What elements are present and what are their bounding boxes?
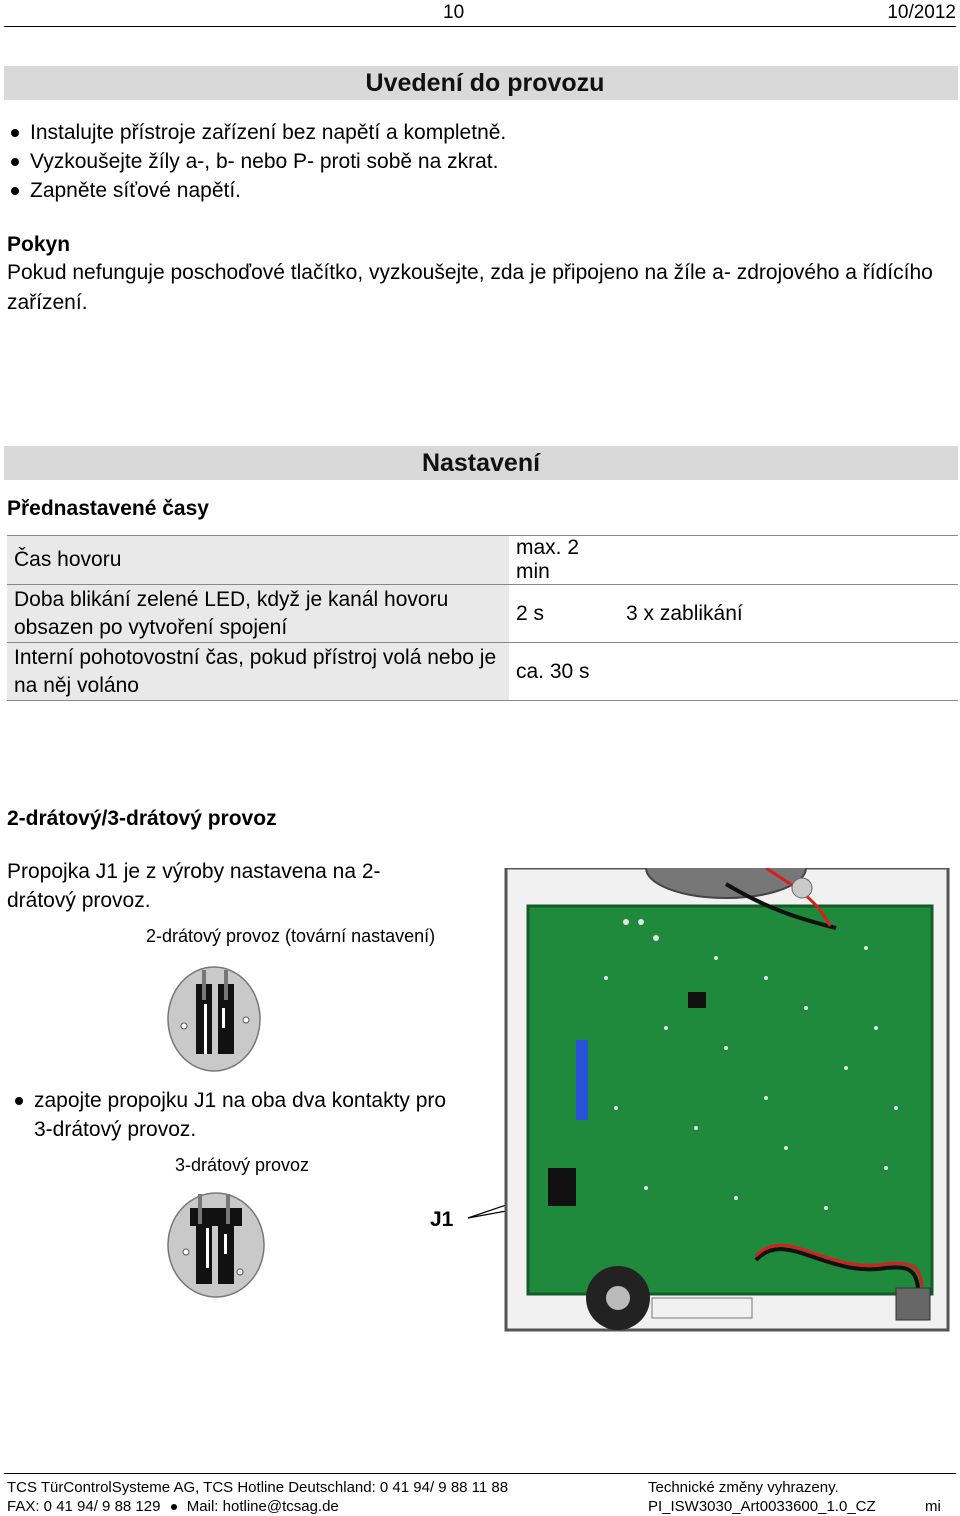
footer-contact — [7, 1497, 339, 1516]
note-text: Pokud nefunguje poschoďové tlačítko, vyzkoušejte, zda je připojeno na žíle a- zdrojového a řídícího zařízení. — [7, 261, 933, 314]
caption-three-wire: 3-drátový provoz — [175, 1155, 310, 1175]
table-cell-value: 2 s — [509, 585, 619, 643]
subsection-title: 2-drátový/3-drátový provoz — [7, 807, 277, 830]
three-wire-list — [9, 1086, 469, 1144]
table-cell-value: max. 2 min — [509, 536, 619, 585]
preset-times-table — [7, 535, 958, 701]
jumper-default-text: Propojka J1 je z výroby nastavena na 2-drátový provoz. — [7, 860, 381, 912]
table-row — [7, 643, 958, 701]
subsection-title: Přednastavené časy — [7, 497, 209, 520]
table-row — [7, 536, 958, 585]
page-number: 10 — [443, 2, 465, 23]
list-item: Vyzkoušejte žíly a-, b- nebo P- proti sobě na zkrat. — [5, 147, 945, 176]
header-date: 10/2012 — [887, 2, 956, 23]
setup-steps-list — [5, 118, 945, 205]
section-title: Uvedení do provozu — [365, 69, 605, 97]
section-title-band — [4, 446, 958, 480]
footer-initials: mi — [925, 1498, 941, 1515]
header-divider — [4, 26, 956, 27]
table-cell-extra — [619, 643, 958, 701]
table-cell-label: Interní pohotovostní čas, pokud přístroj volá nebo je na něj voláno — [7, 643, 509, 701]
note-title: Pokyn — [7, 233, 71, 256]
section-title-band — [4, 66, 958, 100]
footer-divider — [4, 1473, 956, 1474]
jumper-two-wire-illustration — [166, 964, 262, 1074]
caption-two-wire: 2-drátový provoz (tovární nastavení) — [146, 926, 436, 946]
list-item: zapojte propojku J1 na oba dva kontakty pro 3-drátový provoz. — [9, 1086, 469, 1144]
footer-fax: FAX: 0 41 94/ 9 88 129 — [7, 1498, 161, 1515]
footer-doc-id: PI_ISW3030_Art0033600_1.0_CZ — [648, 1498, 876, 1515]
table-cell-label: Čas hovoru — [7, 536, 509, 585]
jumper-label: J1 — [430, 1208, 454, 1231]
list-item: Zapněte síťové napětí. — [5, 176, 945, 205]
table-row — [7, 585, 958, 643]
table-cell-label: Doba blikání zelené LED, když je kanál hovoru obsazen po vytvoření spojení — [7, 585, 509, 643]
table-cell-extra — [619, 536, 958, 585]
footer-changes-note: Technické změny vyhrazeny. — [648, 1479, 839, 1496]
table-cell-extra: 3 x zablikání — [619, 585, 958, 643]
pcb-photo — [466, 868, 958, 1338]
list-item: Instalujte přístroje zařízení bez napětí a kompletně. — [5, 118, 945, 147]
section-title: Nastavení — [421, 449, 541, 477]
table-cell-value: ca. 30 s — [509, 643, 619, 701]
bullet-icon — [171, 1504, 177, 1510]
footer-mail: Mail: hotline@tcsag.de — [186, 1498, 339, 1515]
jumper-three-wire-illustration — [166, 1190, 266, 1300]
footer-hotline: TCS TürControlSysteme AG, TCS Hotline Deutschland: 0 41 94/ 9 88 11 88 — [7, 1479, 509, 1496]
